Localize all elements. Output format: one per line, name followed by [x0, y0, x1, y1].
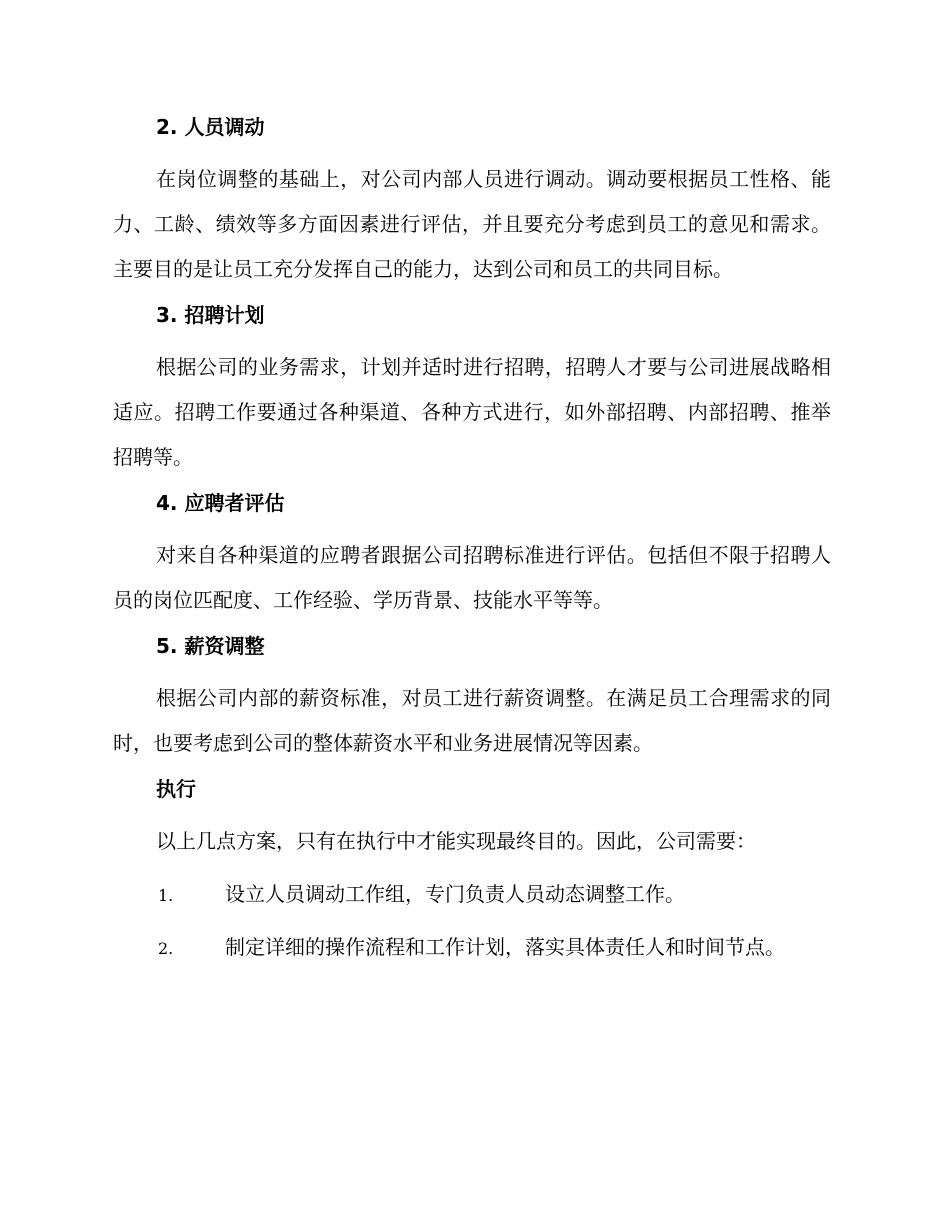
- section-paragraph-personnel-transfer: 在岗位调整的基础上，对公司内部人员进行调动。调动要根据员工性格、能力、工龄、绩效等多方面因素进行评估，并且要充分考虑到员工的意见和需求。主要目的是让员工充分发挥自己的能力，达到公司和员工的共同目标。: [113, 167, 831, 281]
- section-heading-applicant-evaluation: 4. 应聘者评估: [156, 491, 285, 515]
- list-item-text: 制定详细的操作流程和工作计划，落实具体责任人和时间节点。: [225, 935, 785, 959]
- section-heading-salary-adjustment: 5. 薪资调整: [156, 634, 265, 658]
- section-paragraph-execution: 以上几点方案，只有在执行中才能实现最终目的。因此，公司需要：: [156, 829, 756, 853]
- section-paragraph-applicant-evaluation: 对来自各种渠道的应聘者跟据公司招聘标准进行评估。包括但不限于招聘人员的岗位匹配度、工作经验、学历背景、技能水平等等。: [113, 543, 831, 612]
- document-body: [113, 112, 831, 970]
- list-item-text: 设立人员调动工作组，专门负责人员动态调整工作。: [225, 882, 685, 906]
- execution-list: [113, 872, 831, 970]
- section-heading-execution: 执行: [156, 777, 196, 801]
- list-item: [113, 872, 831, 917]
- list-item: [113, 925, 831, 970]
- list-item-number: 1.: [158, 886, 174, 905]
- section-heading-recruitment-plan: 3. 招聘计划: [156, 303, 265, 327]
- section-paragraph-recruitment-plan: 根据公司的业务需求，计划并适时进行招聘，招聘人才要与公司进展战略相适应。招聘工作要通过各种渠道、各种方式进行，如外部招聘、内部招聘、推举招聘等。: [113, 355, 831, 469]
- section-heading-personnel-transfer: 2. 人员调动: [156, 115, 265, 139]
- list-item-number: 2.: [158, 939, 174, 958]
- section-paragraph-salary-adjustment: 根据公司内部的薪资标准，对员工进行薪资调整。在满足员工合理需求的同时，也要考虑到公司的整体薪资水平和业务进展情况等因素。: [113, 686, 831, 755]
